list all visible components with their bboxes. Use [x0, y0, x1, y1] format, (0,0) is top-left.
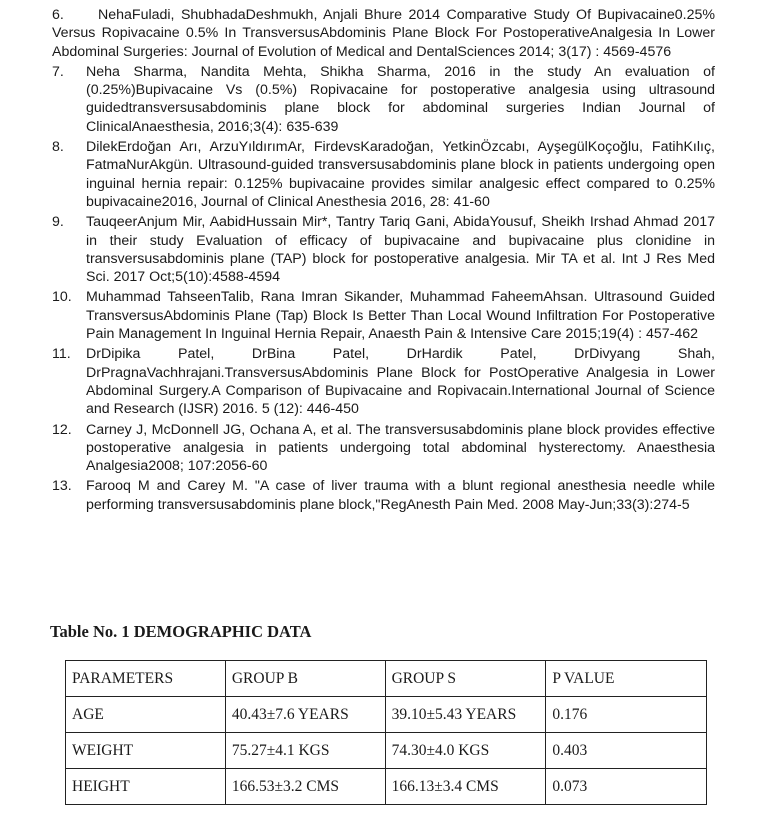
reference-number: 9.: [52, 214, 64, 231]
reference-text: Neha Sharma, Nandita Mehta, Shikha Sharma, 2016 in the study An evaluation of (0.25%)Bupivacaine Vs (0.5%) Ropivacaine for postoperative analgesia using ultrasound guidedtransversusabdominis plane block for abdominal surgeries Indian Journal of ClinicalAnaesthesia, 2016;3(4): 635-639: [86, 63, 715, 135]
table-title: Table No. 1 DEMOGRAPHIC DATA: [50, 622, 312, 641]
table-header-cell: GROUP S: [385, 661, 546, 697]
reference-text: Carney J, McDonnell JG, Ochana A, et al. The transversusabdominis plane block provides effective postoperative analgesia in patients undergoing total abdominal hysterectomy. Anaesthesia Analgesia2008; 107:2056-60: [86, 421, 715, 475]
table-header-row: [66, 661, 707, 697]
reference-number: 13.: [52, 478, 72, 495]
table-cell: AGE: [66, 697, 226, 733]
table-cell: 166.13±3.4 CMS: [385, 769, 546, 805]
reference-number: 11.: [52, 346, 71, 363]
reference-text: Farooq M and Carey M. "A case of liver trauma with a blunt regional anesthesia needle while performing transversusabdominis plane block,"RegAnesth Pain Med. 2008 May-Jun;33(3):274-5: [86, 478, 715, 513]
table-cell: WEIGHT: [66, 733, 226, 769]
reference-item-12: [52, 421, 715, 476]
table-row: [66, 697, 707, 733]
reference-text: DrDipika Patel, DrBina Patel, DrHardik Patel, DrDivyang Shah, DrPragnaVachhrajani.TransversusAbdominis Plane Block for PostOperative Analgesia in Lower Abdominal Surgery.A Comparison of Bupivacaine and Ropivacain.International Journal of Science and Research (IJSR) 2016. 5 (12): 446-450: [86, 346, 715, 418]
reference-item-7: [52, 63, 715, 136]
table-cell: 0.073: [546, 769, 707, 805]
table-header-cell: PARAMETERS: [66, 661, 226, 697]
reference-number: 8.: [52, 139, 64, 156]
table-cell: 40.43±7.6 YEARS: [225, 697, 385, 733]
reference-number: 12.: [52, 421, 72, 438]
reference-number: 6.: [52, 7, 64, 23]
reference-list: [52, 6, 715, 516]
reference-item-8: [52, 138, 715, 211]
table-cell: 39.10±5.43 YEARS: [385, 697, 546, 733]
table-cell: 75.27±4.1 KGS: [225, 733, 385, 769]
reference-text: DilekErdoğan Arı, ArzuYıldırımAr, FirdevsKaradoğan, YetkinÖzcabı, AyşegülKoçoğlu, FatihKılıç, FatmaNurAkgün. Ultrasound-guided transversusabdominis plane block in patients undergoing open inguinal hernia repair: 0.125% bupivacaine provides similar analgesic effect compared to 0.25% bupivacaine2016, Journal of Clinical Anesthesia 2016, 28: 41-60: [86, 139, 715, 210]
reference-item-11: [52, 345, 715, 418]
table-header-cell: P VALUE: [546, 661, 707, 697]
table-cell: 0.403: [546, 733, 707, 769]
reference-text: Muhammad TahseenTalib, Rana Imran Sikander, Muhammad FaheemAhsan. Ultrasound Guided TransversusAbdominis Plane (Tap) Block Is Better Than Local Wound Infiltration For Postoperative Pain Management In Inguinal Hernia Repair, Anaesth Pain & Intensive Care 2015;19(4) : 457-462: [86, 289, 715, 343]
reference-text: TauqeerAnjum Mir, AabidHussain Mir*, Tantry Tariq Gani, AbidaYousuf, Sheikh Irshad Ahmad 2017 in their study Evaluation of efficacy of bupivacaine and bupivacaine plus clonidine in transversusabdominis plane (TAP) block for postoperative analgesia. Mir TA et al. Int J Res Med Sci. 2017 Oct;5(10):4588-4594: [86, 214, 715, 286]
reference-text: NehaFuladi, ShubhadaDeshmukh, Anjali Bhure 2014 Comparative Study Of Bupivacaine0.25% Versus Ropivacaine 0.5% In TransversusAbdominis Plane Block For PostoperativeAnalgesia In Lower Abdominal Surgeries: Journal of Evolution of Medical and DentalSciences 2014; 3(17) : 4569-4576: [52, 7, 715, 60]
reference-item-9: [52, 213, 715, 286]
table-cell: 74.30±4.0 KGS: [385, 733, 546, 769]
table-cell: HEIGHT: [66, 769, 226, 805]
table-row: [66, 769, 707, 805]
table-row: [66, 733, 707, 769]
table-header-cell: GROUP B: [225, 661, 385, 697]
reference-item-10: [52, 288, 715, 343]
reference-item-13: [52, 477, 715, 514]
reference-number: 10.: [52, 289, 72, 306]
table-cell: 0.176: [546, 697, 707, 733]
demographic-data-table: [65, 660, 707, 805]
reference-item-6: [52, 6, 715, 61]
reference-number: 7.: [52, 63, 64, 80]
table-cell: 166.53±3.2 CMS: [225, 769, 385, 805]
